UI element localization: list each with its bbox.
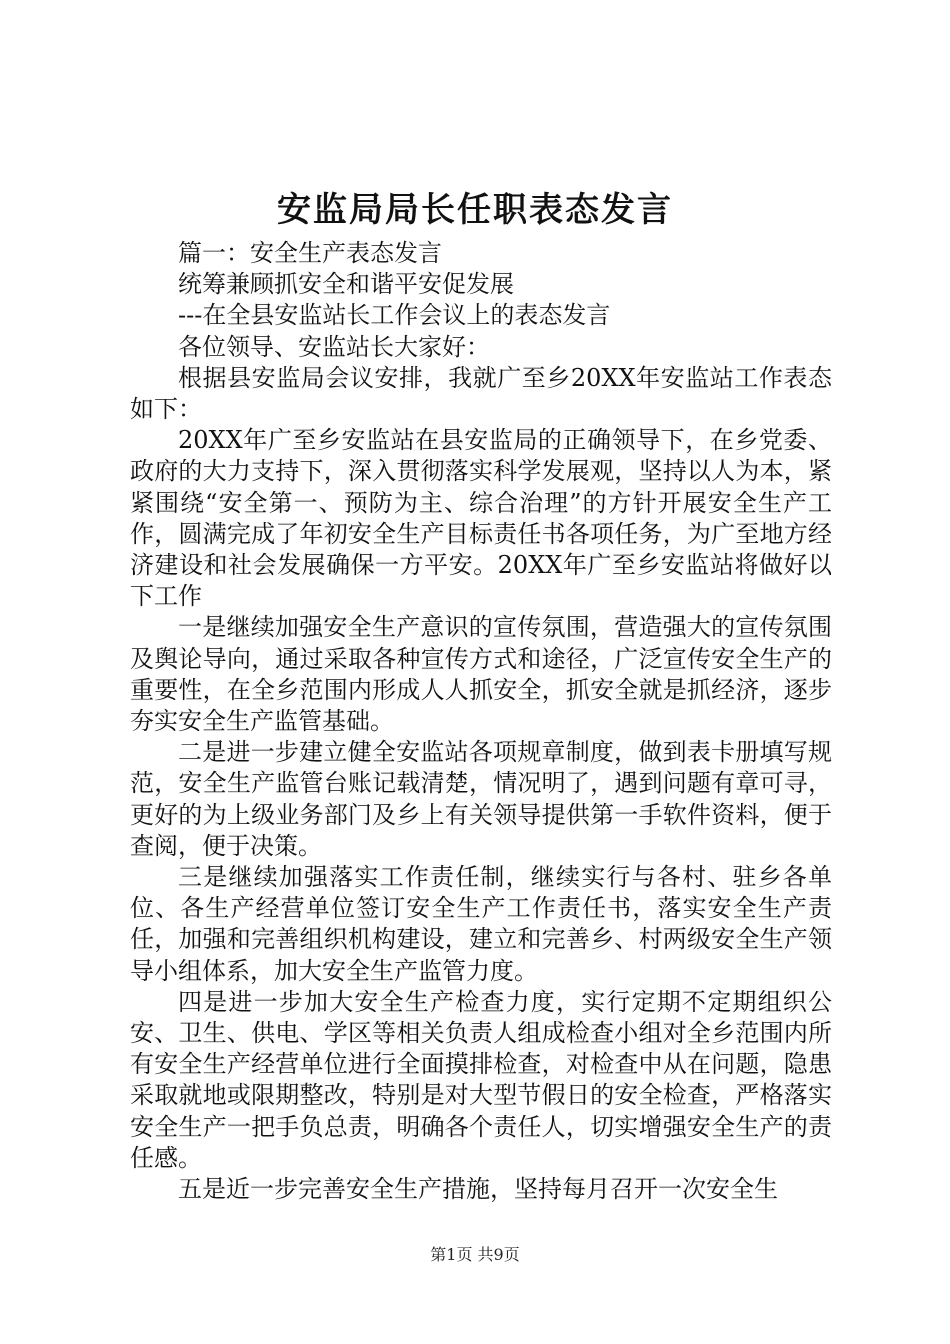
paragraph-intro: 根据县安监局会议安排，我就广至乡20XX年安监站工作表态如下： [130,363,832,424]
paragraph-item-5: 五是近一步完善安全生产措施，坚持每月召开一次安全生 [178,1175,778,1204]
salutation: 各位领导、安监站长大家好： [178,332,490,361]
document-title: 安监局局长任职表态发言 [277,190,673,230]
paragraph-item-1: 一是继续加强安全生产意识的宣传氛围，营造强大的宣传氛围及舆论导向，通过采取各种宣传方式和途径，广泛宣传安全生产的重要性，在全乡范围内形成人人抓安全，抓安全就是抓经济，逐步夯实安全生产监管基础。 [130,613,832,736]
paragraph-item-4: 四是进一步加大安全生产检查力度，实行定期不定期组织公安、卫生、供电、学区等相关负责人组成检查小组对全乡范围内所有安全生产经营单位进行全面摸排检查，对检查中从在问题，隐患采取就地或限期整改，特别是对大型节假日的安全检查，严格落实安全生产一把手负总责，明确各个责任人，切实增强安全生产的责任感。 [130,987,832,1172]
paragraph-item-3: 三是继续加强落实工作责任制，继续实行与各村、驻乡各单位、各生产经营单位签订安全生产工作责任书，落实安全生产责任，加强和完善组织机构建设，建立和完善乡、村两级安全生产领导小组体系，加大安全生产监管力度。 [130,863,832,985]
document-body [130,238,832,1205]
paragraph-summary: 20XX年广至乡安监站在县安监局的正确领导下，在乡党委、政府的大力支持下，深入贯彻落实科学发展观，坚持以人为本，紧紧围绕“安全第一、预防为主、综合治理”的方针开展安全生产工作，圆满完成了年初安全生产目标责任书各项任务，为广至地方经济建设和社会发展确保一方平安。20XX年广至乡安监站将做好以下工作 [130,426,832,611]
speech-title: 统筹兼顾抓安全和谐平安促发展 [178,270,514,299]
paragraph-item-2: 二是进一步建立健全安监站各项规章制度，做到表卡册填写规范，安全生产监管台账记载清楚，情况明了，遇到问题有章可寻，更好的为上级业务部门及乡上有关领导提供第一手软件资料，便于查阅，便于决策。 [130,738,832,860]
section-heading: 篇一：安全生产表态发言 [178,239,442,267]
speech-subtitle: ---在全县安监站长工作会议上的表态发言 [178,301,611,330]
page-footer: 第1页 共9页 [430,1245,520,1264]
